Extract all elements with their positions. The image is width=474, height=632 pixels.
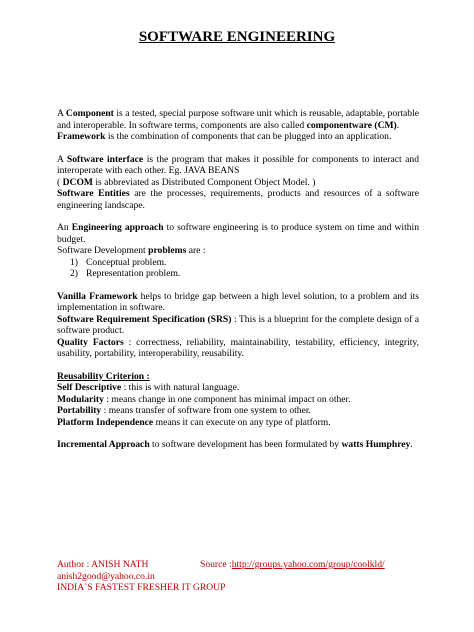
bold-term: DCOM [62, 176, 93, 188]
problems-list [57, 257, 419, 280]
bold-term: watts Humphrey [341, 439, 411, 450]
reusability-heading: Reusability Criterion : [57, 370, 150, 382]
text: Software Development [57, 245, 149, 256]
text: is the program that makes it possible for components to interact and interoperate with each other. Eg. JAVA BEANS [57, 153, 419, 176]
bold-term: Software interface [66, 153, 144, 165]
bold-term: Software Requirement Specification (SRS) [57, 313, 232, 325]
bold-term: problems [148, 245, 187, 256]
group-text: INDIA`S FASTEST FRESHER IT GROUP [57, 582, 226, 593]
text: A [57, 108, 66, 119]
footer [57, 559, 437, 594]
document-body [57, 108, 419, 451]
source-label: Source : [200, 559, 232, 570]
text: : means transfer of software from one system to other. [101, 405, 311, 416]
software-entities-paragraph [57, 188, 419, 211]
text: helps to bridge gap between a high level solution, to a problem and its implementation in software. [57, 290, 420, 313]
text: : This is a blueprint for the complete design of a software product. [57, 313, 420, 336]
bold-term: componentware (CM) [306, 119, 397, 131]
bold-term: Software Entities [57, 188, 130, 199]
text: An [57, 222, 72, 233]
problems-paragraph [57, 245, 419, 257]
text: ( [57, 176, 63, 188]
software-interface-paragraph [57, 154, 419, 177]
bold-term: Platform Independence [57, 416, 154, 428]
vanilla-framework-paragraph [57, 291, 419, 314]
modularity-paragraph [57, 394, 419, 406]
footer-row [57, 559, 437, 571]
bold-term: Engineering approach [71, 222, 164, 233]
text: to software development has been formulated by [149, 439, 342, 450]
text: : means change in one component has minimal impact on other. [103, 393, 351, 405]
text: : this is with natural language. [121, 382, 240, 393]
list-item [57, 257, 419, 269]
bold-term: Incremental Approach [57, 439, 150, 450]
quality-factors-paragraph [57, 337, 419, 360]
text: to software engineering is to produce system on time and within budget. [57, 222, 420, 245]
source-link[interactable]: http://groups.yahoo.com/group/coolkld/ [231, 559, 385, 570]
text: A [57, 153, 67, 165]
bold-term: Component [65, 108, 114, 119]
bold-term: Self Descriptive [57, 382, 122, 393]
platform-independence-paragraph [57, 417, 419, 429]
framework-paragraph [57, 131, 419, 143]
engineering-approach-paragraph [57, 222, 419, 245]
text: is abbreviated as Distributed Component Object Model. ) [92, 176, 316, 188]
list-text: Conceptual problem. [86, 256, 167, 268]
list-number: 2) [70, 268, 78, 279]
incremental-approach-paragraph [57, 439, 419, 451]
dcom-paragraph [57, 177, 419, 189]
component-paragraph [57, 108, 419, 131]
srs-paragraph [57, 314, 419, 337]
text: : correctness, reliability, maintainability, testability, efficiency, integrity, usability, portability, interoperability, reusability. [57, 336, 419, 359]
list-number: 1) [70, 256, 78, 268]
bold-term: Framework [57, 131, 106, 142]
bold-term: Modularity [57, 393, 104, 405]
text: are : [186, 245, 206, 256]
bold-term: Portability [57, 405, 102, 416]
bold-term: Quality Factors [57, 336, 124, 348]
bold-term: Vanilla Framework [57, 290, 138, 302]
text: are the processes, requirements, products and resources of a software engineering landscape. [57, 188, 419, 211]
self-descriptive-paragraph [57, 382, 419, 394]
text: is a tested, special purpose software unit which is reusable, adaptable, portable and interoperable. In software terms, components are also called [57, 108, 419, 131]
page-title: SOFTWARE ENGINEERING [138, 29, 336, 45]
text: means it can execute on any type of platform. [153, 416, 331, 428]
email-text: anish2good@yahoo.co.in [57, 570, 155, 582]
text: . [410, 439, 413, 450]
text: is the combination of components that can be plugged into an application. [105, 131, 392, 142]
text: . [396, 119, 400, 131]
author-text: Author : ANISH NATH [57, 559, 149, 570]
list-item [57, 268, 419, 280]
portability-paragraph [57, 405, 419, 417]
list-text: Representation problem. [86, 268, 181, 279]
